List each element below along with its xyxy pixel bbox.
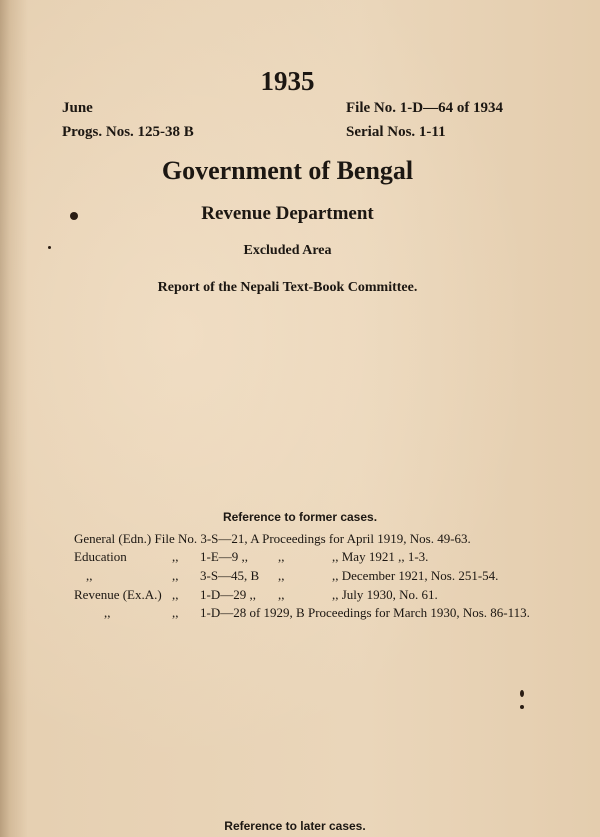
reference-proceedings: ,, May 1921 ,, 1-3.	[332, 549, 429, 564]
year-heading: 1935	[260, 66, 315, 96]
later-cases-heading: Reference to later cases.	[224, 819, 366, 833]
area-subtitle: Excluded Area	[243, 243, 332, 258]
reference-ditto: ,,	[278, 587, 285, 602]
serial-numbers: Serial Nos. 1-11	[346, 124, 446, 140]
reference-file: 3-S—45, B	[200, 568, 260, 583]
department-title: Revenue Department	[201, 203, 374, 224]
ink-blot	[520, 705, 524, 709]
reference-ditto: ,,	[278, 549, 285, 564]
reference-proceedings: ,, December 1921, Nos. 251-54.	[332, 568, 499, 583]
reference-ditto: ,,	[172, 568, 179, 583]
ink-blot	[520, 690, 524, 697]
reference-department: Revenue (Ex.A.)	[74, 587, 162, 602]
ink-blot	[48, 246, 51, 249]
reference-ditto: ,,	[172, 587, 179, 602]
reference-ditto: ,,	[172, 605, 179, 620]
report-subject: Report of the Nepali Text-Book Committee.	[157, 280, 418, 295]
reference-department: ,,	[86, 568, 93, 583]
month-label: June	[62, 100, 93, 116]
reference-department: ,,	[104, 605, 111, 620]
reference-full-text: General (Edn.) File No. 3-S—21, A Proceedings for April 1919, Nos. 49-63.	[74, 531, 471, 546]
reference-ditto: ,,	[172, 549, 179, 564]
former-cases-heading: Reference to former cases.	[222, 510, 378, 524]
file-number: File No. 1-D—64 of 1934	[346, 100, 504, 116]
reference-department: Education	[74, 549, 127, 564]
government-title: Government of Bengal	[161, 156, 414, 185]
reference-file: 1-E—9 ,,	[200, 549, 249, 564]
ink-blot	[70, 212, 78, 220]
proceedings-numbers: Progs. Nos. 125-38 B	[62, 124, 194, 140]
reference-ditto: ,,	[278, 568, 285, 583]
reference-file: 1-D—29 ,,	[200, 587, 256, 602]
reference-proceedings: ,, July 1930, No. 61.	[332, 587, 438, 602]
reference-proceedings: 1-D—28 of 1929, B Proceedings for March 1930, Nos. 86-113.	[200, 605, 530, 620]
